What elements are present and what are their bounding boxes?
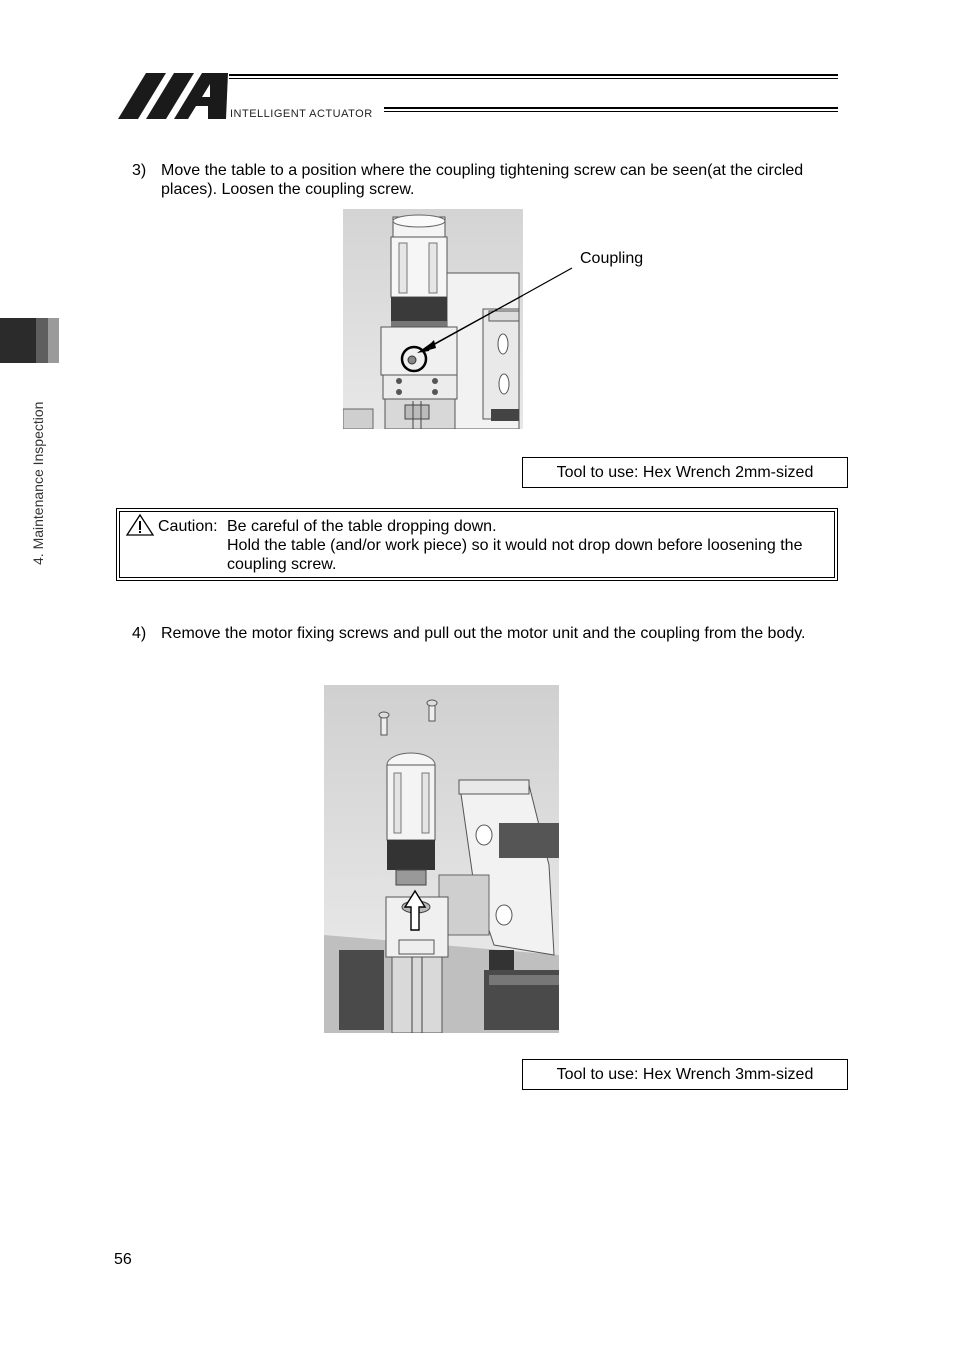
tool-box-3mm: Tool to use: Hex Wrench 3mm-sized xyxy=(522,1059,848,1090)
step-text-line2: places). Loosen the coupling screw. xyxy=(161,181,415,198)
motor-removal-figure xyxy=(324,685,559,1033)
brand-text: INTELLIGENT ACTUATOR xyxy=(230,108,373,120)
side-tab-marker xyxy=(0,318,36,363)
caution-box xyxy=(116,508,838,581)
step-text-line1: Move the table to a position where the coupling tightening screw can be seen(at the circled xyxy=(161,162,804,179)
step-text: Remove the motor fixing screws and pull out the motor unit and the coupling from the body. xyxy=(161,625,806,642)
callout-leader xyxy=(420,260,580,355)
step-number: 4) xyxy=(132,625,147,642)
side-tab-marker-light xyxy=(48,318,59,363)
side-tab-marker-mid xyxy=(36,318,48,363)
caution-label: Caution: xyxy=(158,518,218,535)
tool-box-2mm: Tool to use: Hex Wrench 2mm-sized xyxy=(522,457,848,488)
caution-line3: coupling screw. xyxy=(227,556,337,573)
step-number: 3) xyxy=(132,162,147,179)
coupling-callout: Coupling xyxy=(580,250,644,267)
caution-line1: Be careful of the table dropping down. xyxy=(227,518,497,535)
side-tab-label: 4. Maintenance Inspection xyxy=(30,401,46,565)
iai-logo xyxy=(116,70,840,122)
warning-icon xyxy=(125,513,155,537)
page-number: 56 xyxy=(114,1251,132,1268)
caution-line2: Hold the table (and/or work piece) so it would not drop down before loosening the xyxy=(227,537,803,554)
